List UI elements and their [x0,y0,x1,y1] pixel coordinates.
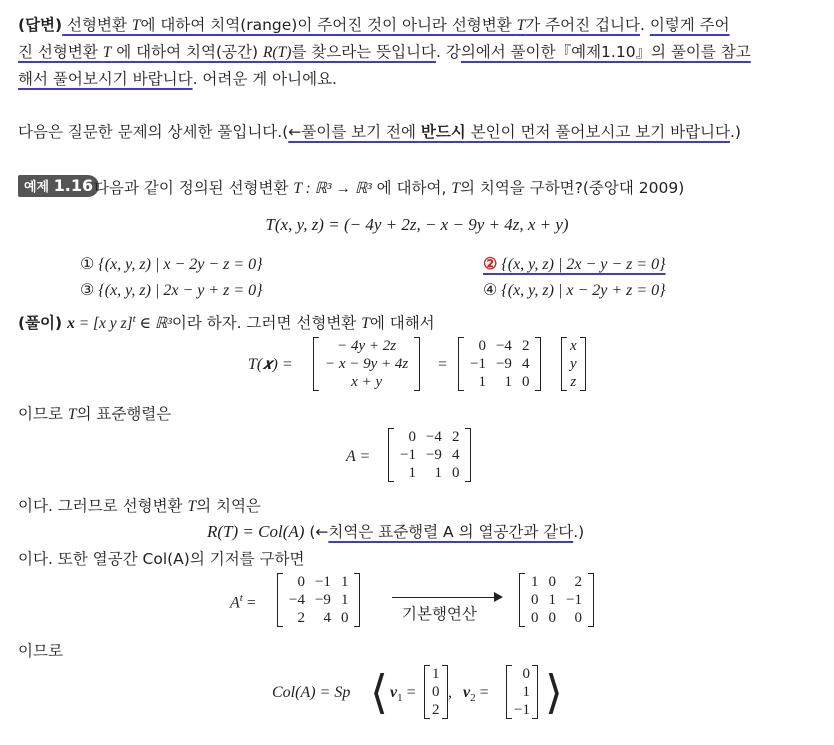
matrix-cell: 0 [548,610,556,626]
matrix-cell: 0 [521,374,530,390]
text: 치역은 표준행렬 A 의 열공간과 같다 [328,523,574,541]
matrix-cell: −9 [495,356,512,372]
text: 에 대하여 치역(range)이 주어진 것이 아니라 선형변환 [140,16,517,34]
col-text: 이다. 또한 열공간 Col(A)의 기저를 구하면 [18,550,305,568]
vector-cell: 1 [432,666,440,682]
option-mark: ③ [80,282,95,299]
matrix-cell: 1 [548,592,556,608]
matrix-cell: 0 [574,610,582,626]
text: .) [730,123,741,141]
text: 이다. 그러므로 선형변환 [18,497,188,515]
option-text: {(x, y, z) | 2x − y − z = 0} [501,256,666,273]
vector-cell: 1 [522,684,530,700]
text: ←풀이를 보기 전에 [288,123,421,141]
matrix-cell: − x − 9y + 4z [325,356,409,372]
notice-line [18,120,741,142]
text: (← [304,523,329,541]
std-matrix-a [388,428,471,482]
vector-cell: y [570,356,577,372]
math: Col(A) = Sp [272,684,351,701]
std-matrix-text [18,402,171,424]
text: 의에서 풀이한『예제1.10』의 풀이를 참고 [460,43,751,61]
math: R(T) = Col(A) [207,522,305,541]
option-1 [80,254,263,274]
matrix-cell: 4 [323,610,331,626]
text: 다음과 같이 정의된 선형변환 [94,179,294,197]
range-text [18,494,261,516]
badge-prefix: 예제 [24,180,50,195]
option-4 [483,280,666,300]
math-t: T [187,498,197,515]
math: ∈ ℝ³ [135,315,172,332]
text: 의 치역을 구하면?(중앙대 2009) [459,179,685,197]
tx-column-matrix [313,337,420,391]
math-sup: t [239,592,243,604]
matrix-cell: 0 [340,610,349,626]
option-text: {(x, y, z) | 2x − y + z = 0} [98,282,263,299]
subscript: 2 [470,692,476,705]
matrix-cell: −4 [425,429,442,445]
at-lhs: $A^t$ = [230,592,256,612]
text: .) [573,523,585,541]
math-t: T [516,17,526,34]
answer-label: (답변) [18,16,63,34]
option-mark: ④ [483,282,498,299]
vector-cell: x [570,338,577,354]
matrix-cell: 0 [297,574,305,590]
text: . 강 [436,43,461,61]
answer-text [62,16,640,34]
left-angle-icon: ⟨ [370,667,388,718]
matrix-cell: 0 [451,465,460,481]
option-text: {(x, y, z) | x − 2y − z = 0} [98,256,263,273]
option-mark: ① [80,256,95,273]
math-t: T [131,17,141,34]
matrix-cell: 0 [548,574,556,590]
matrix-cell: −4 [289,592,305,608]
matrix-cell: −1 [566,592,582,608]
math-t: T [102,44,112,61]
text: 이므로 [18,405,68,423]
subscript: 1 [397,692,403,705]
text: 를 찾으라는 뜻입니다 [291,43,436,61]
text: 에 대해서 [369,314,435,332]
text: 에 대하여 치역(공간) [111,43,263,61]
v2-label: $v_2$ = [463,684,489,705]
math-t: T [67,406,77,423]
vector-cell: 0 [522,666,530,682]
v1-label: $v_1$ = [390,684,416,705]
text: 해서 풀어보시기 바랍니다 [18,70,193,88]
matrix-cell: −9 [314,592,331,608]
emphasis: 반드시 [420,123,466,141]
matrix-cell: 1 [504,374,512,390]
matrix-cell: 2 [521,338,530,354]
solution-label: (풀이) [18,314,63,332]
matrix-cell: 2 [297,610,305,626]
matrix-cell: 0 [531,610,539,626]
matrix-cell: 1 [478,374,486,390]
example-definition: T(x, y, z) = (− 4y + 2z, − x − 9y + 4z, x + y) [265,215,569,234]
matrix-cell: −1 [314,574,331,590]
answer-line-1 [18,13,730,35]
text: 본인이 먼저 풀어보시고 보기 바랍니다 [465,123,730,141]
vector-cell: z [570,374,577,390]
at-matrix [277,573,360,627]
matrix-cell: 0 [408,429,416,445]
matrix-cell: x + y [351,374,383,390]
comma: , [448,684,452,701]
equals-sign: = [438,356,448,373]
matrix-cell: 2 [451,429,460,445]
matrix-cell: 1 [408,465,416,481]
text: 이렇게 주어 [649,16,730,34]
text: . 어려운 게 아니에요. [192,70,337,88]
vector-symbol: v [463,684,471,701]
text: 의 치역은 [196,497,261,515]
range-equation [207,520,584,542]
row-op-arrow [392,597,494,598]
option-mark: ② [483,256,498,273]
answer-line-3 [18,67,337,89]
badge-number: 1.16 [53,176,94,195]
solution-intro [18,311,435,333]
matrix-cell: 4 [451,447,460,463]
math-map: T : ℝ³ → ℝ³ [293,180,372,197]
math-sup: t [132,312,136,325]
row-op-label: 기본행연산 [402,605,477,623]
example-badge [18,175,99,197]
text: 이라 하자. 그러면 선형변환 [171,314,362,332]
option-3 [80,280,263,300]
option-text: {(x, y, z) | x − 2y + z = 0} [501,282,666,299]
text: 에 대하여, [371,179,452,197]
math-x: x [67,315,75,332]
matrix-cell: 1 [340,592,349,608]
math: = [x y z] [74,315,133,332]
text: 다음은 질문한 문제의 상세한 풀입니다.( [18,123,289,141]
vector-cell: 2 [432,702,440,718]
matrix-cell: 1 [340,574,349,590]
text: 가 주어진 겁니다 [525,16,640,34]
matrix-cell: 1 [434,465,442,481]
matrix-cell: − 4y + 2z [337,338,397,354]
vector-cell: 0 [432,684,440,700]
vector-cell: −1 [514,702,530,718]
matrix-cell: 1 [531,574,539,590]
span-lhs [272,684,350,702]
rref-matrix [519,573,594,627]
right-angle-icon: ⟩ [545,667,563,718]
matrix-cell: −1 [470,356,486,372]
v2-vector [506,665,538,719]
arrow-head-icon [494,592,503,602]
text: 의 표준행렬은 [76,405,172,423]
xyz-vector [561,337,586,391]
matrix-cell: 0 [531,592,539,608]
example-statement [94,176,684,198]
matrix-cell: 0 [478,338,486,354]
vector-symbol: v [390,684,398,701]
matrix-cell: 2 [574,574,582,590]
math-t: T [451,180,460,197]
v1-vector [424,665,448,719]
a-lhs [346,448,370,466]
therefore-text: 이므로 [18,642,63,660]
math: A = [346,448,371,465]
std-matrix-inline [458,337,541,391]
tx-lhs [248,356,293,374]
answer-line-2 [18,40,751,62]
math-rt: R(T) [262,44,292,61]
matrix-cell: −1 [400,447,416,463]
text: . [639,16,650,34]
text: 진 선형변환 [18,43,103,61]
text: 선형변환 [62,16,132,34]
math: T(𝒙) = [248,356,293,373]
math-t: T [361,315,370,332]
matrix-cell: −4 [495,338,512,354]
option-2-selected [483,254,666,274]
matrix-cell: 4 [521,356,530,372]
matrix-cell: −9 [425,447,442,463]
math: A [230,594,240,612]
